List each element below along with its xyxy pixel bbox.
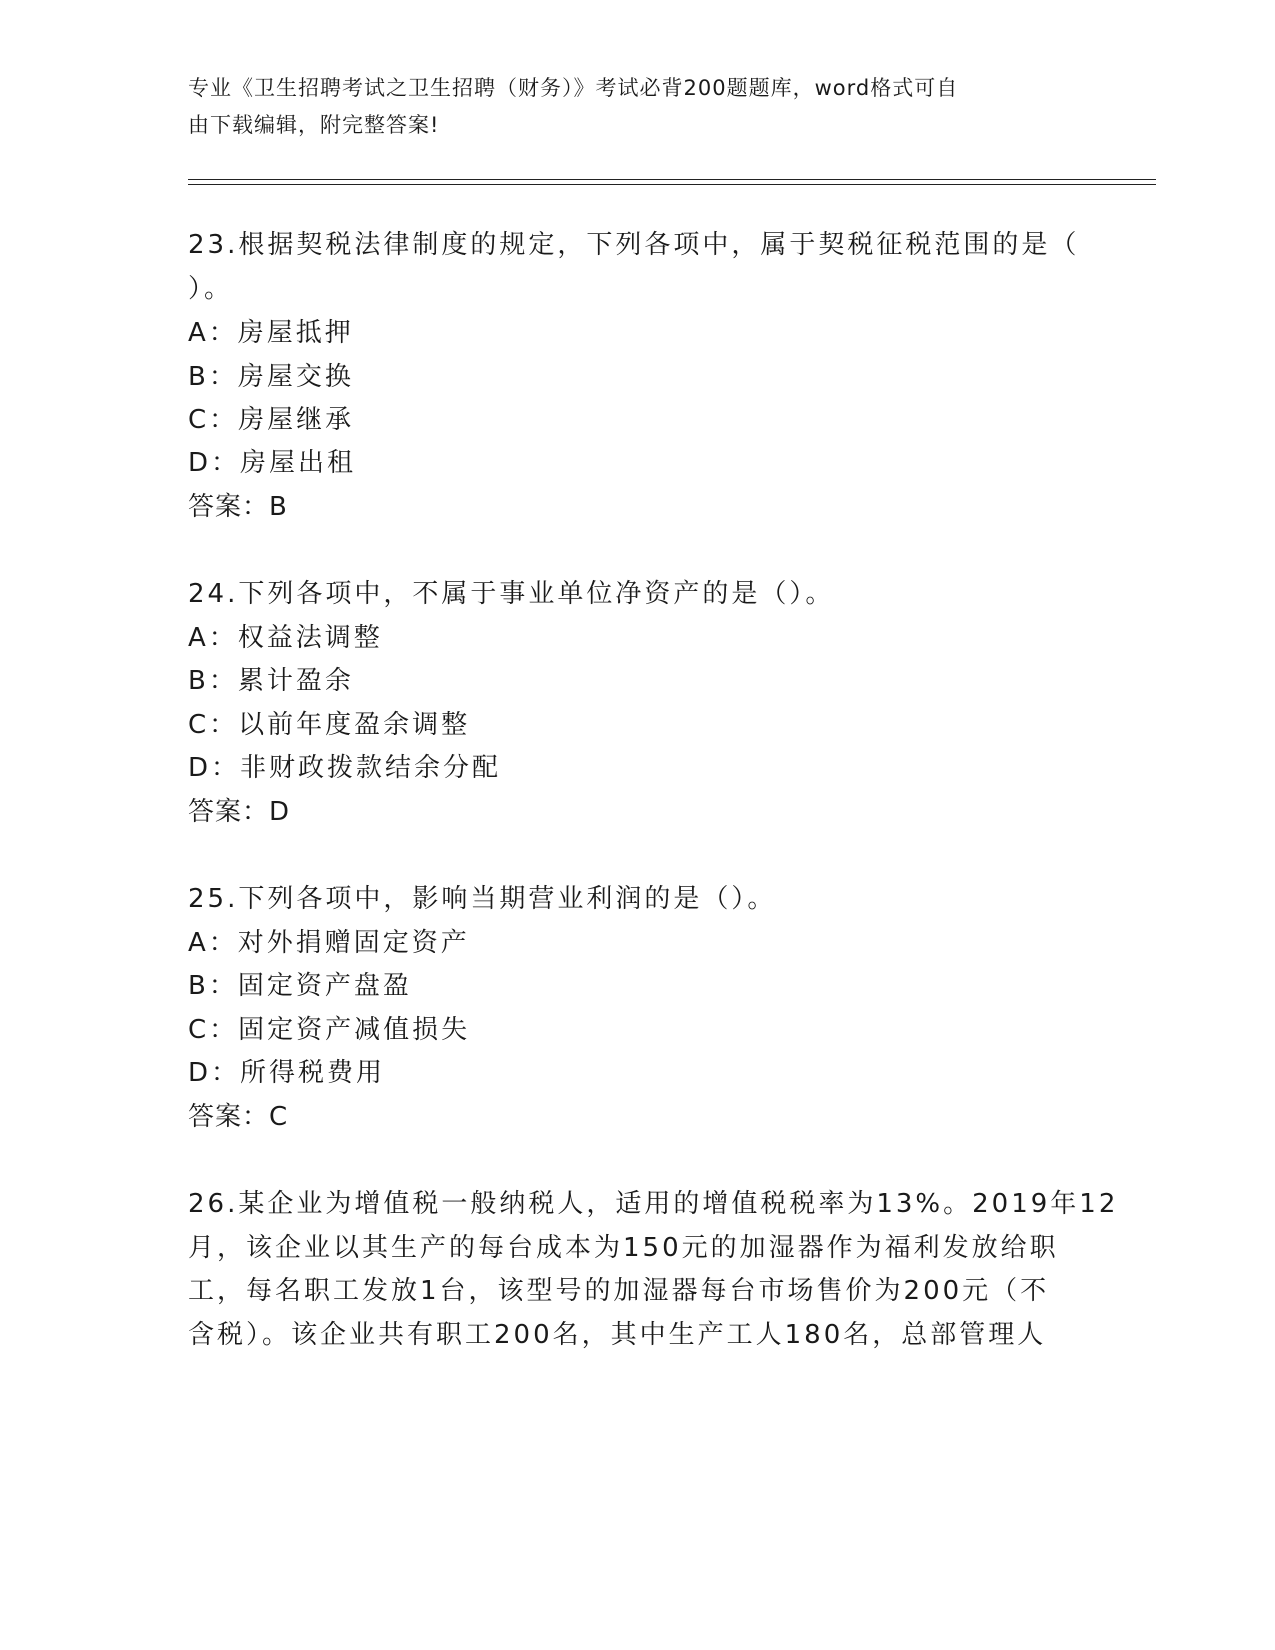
header-line-1: 专业《卫生招聘考试之卫生招聘（财务）》考试必背200题题库，word格式可自 <box>188 76 959 100</box>
document-header <box>188 70 1068 144</box>
header-line-2: 由下载编辑，附完整答案! <box>188 113 440 137</box>
question-23-option-c: C：房屋继承 <box>188 405 355 435</box>
question-24-option-c: C：以前年度盈余调整 <box>188 710 471 740</box>
question-24-stem: 24.下列各项中，不属于事业单位净资产的是（）。 <box>188 579 835 609</box>
question-26-stem-line-1: 26.某企业为增值税一般纳税人，适用的增值税税率为13%。2019年12 <box>188 1189 1119 1219</box>
question-24-option-d: D：非财政拨款结余分配 <box>188 753 502 783</box>
question-23-answer: 答案：B <box>188 492 288 522</box>
header-divider-top <box>188 179 1156 180</box>
question-25-option-c: C：固定资产减值损失 <box>188 1015 471 1045</box>
question-23-option-a: A：房屋抵押 <box>188 318 354 348</box>
question-23-stem-line-1: 23.根据契税法律制度的规定，下列各项中，属于契税征税范围的是（ <box>188 230 1080 260</box>
question-26-stem-line-2: 月，该企业以其生产的每台成本为150元的加湿器作为福利发放给职 <box>188 1233 1059 1263</box>
question-24-option-a: A：权益法调整 <box>188 623 383 653</box>
question-26-stem-line-4: 含税）。该企业共有职工200名，其中生产工人180名，总部管理人 <box>188 1320 1047 1350</box>
question-23-option-b: B：房屋交换 <box>188 362 354 392</box>
question-25-answer: 答案：C <box>188 1102 289 1132</box>
header-divider-bottom <box>188 184 1156 185</box>
question-24-answer: 答案：D <box>188 797 291 827</box>
question-25-option-d: D：所得税费用 <box>188 1058 386 1088</box>
question-24-option-b: B：累计盈余 <box>188 666 354 696</box>
question-23-stem-line-2: ）。 <box>188 274 234 304</box>
question-26-stem-line-3: 工，每名职工发放1台，该型号的加湿器每台市场售价为200元（不 <box>188 1276 1050 1306</box>
question-23-option-d: D：房屋出租 <box>188 448 357 478</box>
question-25-option-a: A：对外捐赠固定资产 <box>188 928 470 958</box>
question-25-option-b: B：固定资产盘盈 <box>188 971 412 1001</box>
question-25-stem: 25.下列各项中，影响当期营业利润的是（）。 <box>188 884 777 914</box>
